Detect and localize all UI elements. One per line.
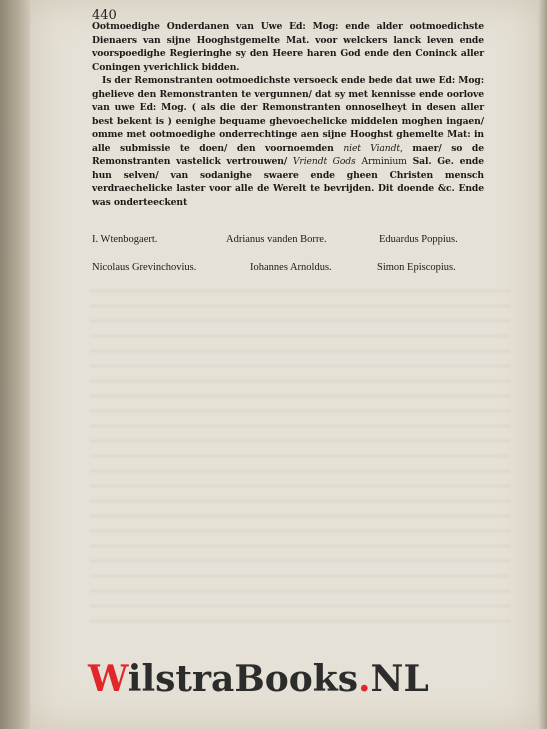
- paragraph-closing: Ootmoedighe Onderdanen van Uwe Ed: Mog: ende alder ootmoedichste Dienaers van sijne Hooghstgemelte Mat. voor welckers lanck leven ende voorspoedighe Regieringhe sy den Heere haren God ende den Coninck aller Coningen yverichlick bidden.: [92, 21, 484, 73]
- signature: Nicolaus Grevinchovius.: [92, 262, 197, 273]
- show-through-text: [90, 290, 510, 630]
- signature: Adrianus vanden Borre.: [226, 234, 327, 245]
- watermark-logo: WilstraBooks.NL: [88, 658, 429, 700]
- signature: Eduardus Poppius.: [379, 234, 458, 245]
- page-edge: [538, 0, 547, 729]
- request-text-c: Sal. Ge. ende hun selven/ van sodanighe swaere ende gheen Christen mensch verdraechelicke laster voor alle de Werelt te bevrijden. Dit doende &c. Ende was onderteeckent: [92, 156, 484, 208]
- request-text-b: maer/ so de Remonstranten vastelick vertrouwen/: [92, 142, 484, 167]
- signature: Iohannes Arnoldus.: [250, 262, 332, 273]
- book-gutter-shadow: [0, 0, 30, 729]
- body-text: [92, 20, 484, 209]
- paragraph-request: [92, 74, 484, 209]
- italic-phrase-1: niet Viandt,: [343, 142, 403, 154]
- italic-phrase-2: Vriendt Gods: [292, 156, 356, 167]
- roman-name: Arminium: [361, 156, 407, 167]
- signature: I. Wtenbogaert.: [92, 234, 158, 245]
- request-text-a: Is der Remonstranten ootmoedichste versoeck ende bede dat uwe Ed: Mog: ghelieve den Remonstranten te vergunnen/ dat sy met kennisse ende oorlove van uwe Ed: Mog. ( als die der Remonstranten onnoselheyt in desen aller best bekent is ) eenighe bequame ghevoechelicke middelen moghen ingaen/ omme met ootmoedighe onderrechtinge aen sijne Hooghst ghemelte Mat: in alle submissie te doen/ den voornoemden: [92, 75, 484, 154]
- signature: Simon Episcopius.: [377, 262, 456, 273]
- page-number: 440: [92, 8, 117, 23]
